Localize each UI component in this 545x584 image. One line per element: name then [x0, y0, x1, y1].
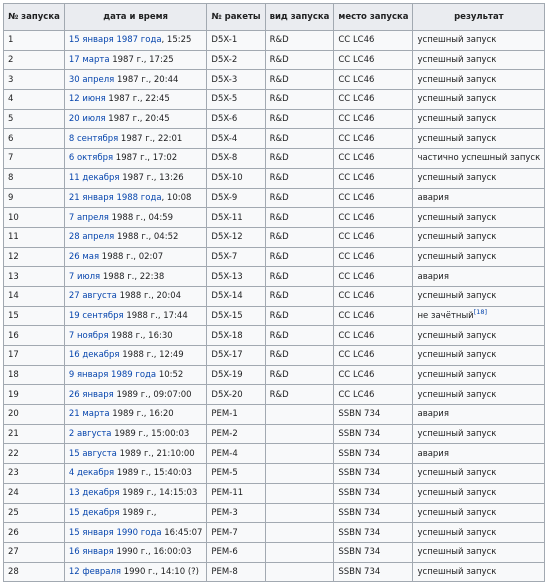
- header-launch-type[interactable]: вид запуска: [265, 4, 334, 31]
- launch-number-cell: 14: [4, 286, 65, 306]
- result-cell: [413, 424, 545, 444]
- launch-number-cell: 8: [4, 168, 65, 188]
- date-cell: [64, 562, 207, 582]
- table-row: [4, 346, 545, 366]
- launch-site-cell: CC LC46: [334, 70, 413, 90]
- date-link[interactable]: 26 января: [68, 389, 114, 400]
- launch-type-cell: R&D: [265, 129, 334, 149]
- date-cell: [64, 168, 207, 188]
- date-cell: [64, 247, 207, 267]
- date-cell: [64, 31, 207, 51]
- rocket-number-cell: D5X-15: [207, 306, 265, 326]
- date-link[interactable]: 30 апреля: [68, 74, 115, 85]
- date-cell: [64, 188, 207, 208]
- launch-site-cell: SSBN 734: [334, 483, 413, 503]
- date-time-text: 1988 г., 02:07: [99, 251, 164, 262]
- result-cell: [413, 267, 545, 287]
- launch-type-cell: R&D: [265, 208, 334, 228]
- launch-table: [3, 3, 545, 582]
- date-time-text: 1987 г., 22:01: [118, 133, 183, 144]
- table-row: [4, 208, 545, 228]
- result-cell: [413, 129, 545, 149]
- date-time-text: 1988 г., 04:59: [108, 212, 173, 223]
- table-row: [4, 168, 545, 188]
- launch-type-cell: R&D: [265, 346, 334, 366]
- date-time-text: 1988 г., 17:44: [123, 310, 188, 321]
- result-cell: [413, 562, 545, 582]
- launch-type-cell: [265, 444, 334, 464]
- date-link[interactable]: 7 июля: [68, 271, 101, 282]
- result-cell: [413, 542, 545, 562]
- result-cell: [413, 483, 545, 503]
- date-time-text: 10:52: [156, 370, 184, 381]
- launch-number-cell: 4: [4, 90, 65, 110]
- date-cell: [64, 424, 207, 444]
- header-date-time[interactable]: дата и время: [64, 4, 207, 31]
- launch-number-cell: 13: [4, 267, 65, 287]
- launch-site-cell: CC LC46: [334, 326, 413, 346]
- launch-number-cell: 19: [4, 385, 65, 405]
- result-cell: [413, 385, 545, 405]
- result-text: успешный запуск: [417, 232, 497, 243]
- table-body: [4, 31, 545, 582]
- result-text: не зачётный: [417, 310, 474, 321]
- table-row: [4, 365, 545, 385]
- rocket-number-cell: D5X-3: [207, 70, 265, 90]
- date-link[interactable]: 16 декабря: [68, 350, 120, 361]
- launch-number-cell: 16: [4, 326, 65, 346]
- date-time-text: 1987 г., 22:45: [105, 94, 170, 105]
- table-row: [4, 188, 545, 208]
- date-link[interactable]: 12 февраля: [68, 566, 122, 577]
- rocket-number-cell: D5X-14: [207, 286, 265, 306]
- date-link[interactable]: 15 августа: [68, 448, 117, 459]
- result-cell: [413, 523, 545, 543]
- table-row: [4, 149, 545, 169]
- launch-type-cell: R&D: [265, 70, 334, 90]
- table-row: [4, 227, 545, 247]
- date-time-text: 1990 г., 14:10 (?): [121, 566, 199, 577]
- date-cell: [64, 306, 207, 326]
- launch-site-cell: SSBN 734: [334, 424, 413, 444]
- launch-number-cell: 28: [4, 562, 65, 582]
- rocket-number-cell: D5X-12: [207, 227, 265, 247]
- launch-site-cell: CC LC46: [334, 385, 413, 405]
- result-cell: [413, 109, 545, 129]
- result-cell: [413, 31, 545, 51]
- result-cell: [413, 405, 545, 425]
- launch-site-cell: CC LC46: [334, 208, 413, 228]
- header-launch-number[interactable]: № запуска: [4, 4, 65, 31]
- date-time-text: 1989 г.,: [119, 507, 157, 518]
- launch-type-cell: [265, 542, 334, 562]
- date-cell: [64, 523, 207, 543]
- launch-site-cell: CC LC46: [334, 346, 413, 366]
- table-row: [4, 444, 545, 464]
- rocket-number-cell: D5X-6: [207, 109, 265, 129]
- table-row: [4, 562, 545, 582]
- date-link[interactable]: 9 января 1989 года: [68, 370, 157, 381]
- launch-number-cell: 12: [4, 247, 65, 267]
- date-link[interactable]: 21 марта: [68, 409, 110, 420]
- result-cell: [413, 365, 545, 385]
- launch-site-cell: CC LC46: [334, 227, 413, 247]
- launch-type-cell: R&D: [265, 31, 334, 51]
- table-row: [4, 424, 545, 444]
- date-link[interactable]: 7 ноября: [68, 330, 109, 341]
- result-text: успешный запуск: [417, 94, 497, 105]
- rocket-number-cell: PEM-4: [207, 444, 265, 464]
- table-row: [4, 129, 545, 149]
- date-link[interactable]: 19 сентября: [68, 310, 124, 321]
- result-text: успешный запуск: [417, 173, 497, 184]
- rocket-number-cell: PEM-1: [207, 405, 265, 425]
- rocket-number-cell: PEM-2: [207, 424, 265, 444]
- launch-site-cell: CC LC46: [334, 90, 413, 110]
- date-time-text: 1989 г., 15:40:03: [114, 468, 192, 479]
- launch-site-cell: CC LC46: [334, 247, 413, 267]
- table-row: [4, 523, 545, 543]
- header-result[interactable]: результат: [413, 4, 545, 31]
- rocket-number-cell: D5X-1: [207, 31, 265, 51]
- result-text: успешный запуск: [417, 212, 497, 223]
- date-cell: [64, 503, 207, 523]
- rocket-number-cell: D5X-7: [207, 247, 265, 267]
- launch-number-cell: 24: [4, 483, 65, 503]
- launch-number-cell: 20: [4, 405, 65, 425]
- rocket-number-cell: D5X-19: [207, 365, 265, 385]
- result-text: успешный запуск: [417, 527, 497, 538]
- result-text: успешный запуск: [417, 547, 497, 558]
- date-time-text: 1989 г., 14:15:03: [119, 488, 198, 499]
- date-time-text: 1989 г., 15:00:03: [111, 429, 190, 440]
- table-row: [4, 267, 545, 287]
- launch-type-cell: R&D: [265, 365, 334, 385]
- result-text: успешный запуск: [417, 133, 497, 144]
- result-text: успешный запуск: [417, 55, 497, 66]
- launch-site-cell: SSBN 734: [334, 542, 413, 562]
- launch-number-cell: 26: [4, 523, 65, 543]
- date-link[interactable]: 13 декабря: [68, 488, 120, 499]
- rocket-number-cell: D5X-18: [207, 326, 265, 346]
- date-link[interactable]: 11 декабря: [68, 173, 120, 184]
- result-cell: [413, 286, 545, 306]
- date-cell: [64, 444, 207, 464]
- header-rocket-number[interactable]: № ракеты: [207, 4, 265, 31]
- launch-type-cell: R&D: [265, 267, 334, 287]
- date-time-text: 1989 г., 21:10:00: [116, 448, 195, 459]
- date-time-text: , 15:25: [161, 35, 192, 46]
- table-row: [4, 31, 545, 51]
- launch-type-cell: [265, 405, 334, 425]
- date-link[interactable]: 21 января 1988 года: [68, 192, 162, 203]
- launch-site-cell: SSBN 734: [334, 464, 413, 484]
- table-row: [4, 50, 545, 70]
- rocket-number-cell: D5X-13: [207, 267, 265, 287]
- launch-type-cell: [265, 483, 334, 503]
- result-text: частично успешный запуск: [417, 153, 541, 164]
- result-text: успешный запуск: [417, 35, 497, 46]
- result-cell: [413, 188, 545, 208]
- launch-number-cell: 22: [4, 444, 65, 464]
- launch-type-cell: R&D: [265, 50, 334, 70]
- table-row: [4, 542, 545, 562]
- launch-number-cell: 15: [4, 306, 65, 326]
- result-text: успешный запуск: [417, 507, 497, 518]
- result-text: успешный запуск: [417, 468, 497, 479]
- result-text: успешный запуск: [417, 350, 497, 361]
- launch-type-cell: R&D: [265, 168, 334, 188]
- launch-number-cell: 3: [4, 70, 65, 90]
- launch-site-cell: CC LC46: [334, 129, 413, 149]
- result-text: успешный запуск: [417, 114, 497, 125]
- date-time-text: 1989 г., 09:07:00: [113, 389, 192, 400]
- launch-site-cell: SSBN 734: [334, 562, 413, 582]
- date-cell: [64, 129, 207, 149]
- date-link[interactable]: 17 марта: [68, 55, 110, 66]
- date-cell: [64, 483, 207, 503]
- date-cell: [64, 70, 207, 90]
- rocket-number-cell: PEM-11: [207, 483, 265, 503]
- rocket-number-cell: D5X-2: [207, 50, 265, 70]
- result-cell: [413, 168, 545, 188]
- date-time-text: 16:45:07: [161, 527, 203, 538]
- table-row: [4, 70, 545, 90]
- table-row: [4, 109, 545, 129]
- result-text: успешный запуск: [417, 330, 497, 341]
- date-cell: [64, 405, 207, 425]
- reference-link[interactable]: [18]: [473, 308, 488, 317]
- launch-number-cell: 21: [4, 424, 65, 444]
- result-cell: [413, 50, 545, 70]
- launch-site-cell: SSBN 734: [334, 405, 413, 425]
- result-text: успешный запуск: [417, 370, 497, 381]
- date-time-text: 1989 г., 16:20: [109, 409, 174, 420]
- launch-type-cell: [265, 503, 334, 523]
- date-time-text: 1988 г., 20:04: [116, 291, 182, 302]
- result-cell: [413, 90, 545, 110]
- rocket-number-cell: D5X-10: [207, 168, 265, 188]
- rocket-number-cell: D5X-20: [207, 385, 265, 405]
- date-link[interactable]: 12 июня: [68, 94, 106, 105]
- rocket-number-cell: PEM-8: [207, 562, 265, 582]
- date-cell: [64, 50, 207, 70]
- result-text: авария: [417, 271, 449, 282]
- result-text: авария: [417, 409, 449, 420]
- result-text: авария: [417, 192, 449, 203]
- launch-number-cell: 10: [4, 208, 65, 228]
- date-cell: [64, 90, 207, 110]
- date-cell: [64, 149, 207, 169]
- rocket-number-cell: D5X-8: [207, 149, 265, 169]
- launch-site-cell: SSBN 734: [334, 523, 413, 543]
- result-cell: [413, 346, 545, 366]
- result-text: успешный запуск: [417, 488, 497, 499]
- date-time-text: 1988 г., 22:38: [100, 271, 165, 282]
- result-cell: [413, 306, 545, 326]
- date-cell: [64, 542, 207, 562]
- result-cell: [413, 208, 545, 228]
- launch-number-cell: 18: [4, 365, 65, 385]
- result-text: успешный запуск: [417, 291, 497, 302]
- header-launch-site[interactable]: место запуска: [334, 4, 413, 31]
- rocket-number-cell: D5X-17: [207, 346, 265, 366]
- date-cell: [64, 267, 207, 287]
- launch-type-cell: R&D: [265, 149, 334, 169]
- table-row: [4, 483, 545, 503]
- table-row: [4, 286, 545, 306]
- date-link[interactable]: 4 декабря: [68, 468, 115, 479]
- date-time-text: 1987 г., 17:25: [109, 55, 174, 66]
- result-cell: [413, 503, 545, 523]
- launch-type-cell: [265, 562, 334, 582]
- launch-type-cell: [265, 523, 334, 543]
- launch-number-cell: 5: [4, 109, 65, 129]
- launch-number-cell: 27: [4, 542, 65, 562]
- launch-type-cell: R&D: [265, 306, 334, 326]
- header-row: [4, 4, 545, 31]
- launch-number-cell: 23: [4, 464, 65, 484]
- result-cell: [413, 464, 545, 484]
- launch-number-cell: 1: [4, 31, 65, 51]
- table-header: [4, 4, 545, 31]
- launch-type-cell: R&D: [265, 385, 334, 405]
- result-cell: [413, 227, 545, 247]
- table-row: [4, 247, 545, 267]
- date-time-text: 1990 г., 16:00:03: [113, 547, 192, 558]
- table-row: [4, 90, 545, 110]
- launch-type-cell: R&D: [265, 109, 334, 129]
- date-cell: [64, 365, 207, 385]
- date-cell: [64, 286, 207, 306]
- result-cell: [413, 444, 545, 464]
- launch-site-cell: CC LC46: [334, 306, 413, 326]
- launch-site-cell: SSBN 734: [334, 444, 413, 464]
- table-row: [4, 503, 545, 523]
- result-cell: [413, 149, 545, 169]
- rocket-number-cell: D5X-5: [207, 90, 265, 110]
- launch-type-cell: [265, 424, 334, 444]
- date-time-text: 1988 г., 12:49: [119, 350, 184, 361]
- result-cell: [413, 247, 545, 267]
- launch-type-cell: [265, 464, 334, 484]
- date-cell: [64, 326, 207, 346]
- table-row: [4, 464, 545, 484]
- launch-site-cell: CC LC46: [334, 149, 413, 169]
- date-link[interactable]: 2 августа: [68, 429, 112, 440]
- rocket-number-cell: D5X-4: [207, 129, 265, 149]
- rocket-number-cell: PEM-7: [207, 523, 265, 543]
- rocket-number-cell: PEM-6: [207, 542, 265, 562]
- rocket-number-cell: D5X-11: [207, 208, 265, 228]
- launch-site-cell: CC LC46: [334, 50, 413, 70]
- date-time-text: 1988 г., 16:30: [108, 330, 173, 341]
- date-time-text: 1988 г., 04:52: [114, 232, 179, 243]
- date-cell: [64, 464, 207, 484]
- table-row: [4, 306, 545, 326]
- date-link[interactable]: 15 января 1987 года: [68, 35, 162, 46]
- date-link[interactable]: 15 января 1990 года: [68, 527, 162, 538]
- launch-site-cell: CC LC46: [334, 267, 413, 287]
- launch-type-cell: R&D: [265, 90, 334, 110]
- date-link[interactable]: 16 января: [68, 547, 114, 558]
- launch-type-cell: R&D: [265, 286, 334, 306]
- launch-site-cell: SSBN 734: [334, 503, 413, 523]
- launch-site-cell: CC LC46: [334, 109, 413, 129]
- rocket-number-cell: PEM-5: [207, 464, 265, 484]
- launch-number-cell: 7: [4, 149, 65, 169]
- date-link[interactable]: 7 апреля: [68, 212, 109, 223]
- launch-number-cell: 11: [4, 227, 65, 247]
- date-link[interactable]: 15 декабря: [68, 507, 120, 518]
- result-text: успешный запуск: [417, 251, 497, 262]
- date-link[interactable]: 8 сентября: [68, 133, 119, 144]
- launch-type-cell: R&D: [265, 326, 334, 346]
- date-cell: [64, 385, 207, 405]
- date-time-text: , 10:08: [161, 192, 192, 203]
- launch-site-cell: CC LC46: [334, 286, 413, 306]
- launch-site-cell: CC LC46: [334, 168, 413, 188]
- date-link[interactable]: 27 августа: [68, 291, 117, 302]
- result-cell: [413, 326, 545, 346]
- table-row: [4, 326, 545, 346]
- date-time-text: 1987 г., 17:02: [113, 153, 178, 164]
- result-cell: [413, 70, 545, 90]
- launch-site-cell: CC LC46: [334, 31, 413, 51]
- launch-site-cell: CC LC46: [334, 365, 413, 385]
- launch-number-cell: 25: [4, 503, 65, 523]
- result-text: успешный запуск: [417, 429, 497, 440]
- date-link[interactable]: 28 апреля: [68, 232, 115, 243]
- result-text: успешный запуск: [417, 566, 497, 577]
- date-cell: [64, 227, 207, 247]
- launch-number-cell: 6: [4, 129, 65, 149]
- date-time-text: 1987 г., 20:44: [114, 74, 179, 85]
- launch-type-cell: R&D: [265, 188, 334, 208]
- result-text: успешный запуск: [417, 74, 497, 85]
- date-link[interactable]: 26 мая: [68, 251, 100, 262]
- launch-type-cell: R&D: [265, 227, 334, 247]
- rocket-number-cell: D5X-9: [207, 188, 265, 208]
- date-link[interactable]: 20 июля: [68, 114, 106, 125]
- table-row: [4, 385, 545, 405]
- result-text: авария: [417, 448, 449, 459]
- launch-number-cell: 2: [4, 50, 65, 70]
- date-link[interactable]: 6 октября: [68, 153, 114, 164]
- launch-type-cell: R&D: [265, 247, 334, 267]
- date-time-text: 1987 г., 20:45: [105, 114, 170, 125]
- date-cell: [64, 109, 207, 129]
- date-cell: [64, 346, 207, 366]
- result-text: успешный запуск: [417, 389, 497, 400]
- launch-number-cell: 17: [4, 346, 65, 366]
- rocket-number-cell: PEM-3: [207, 503, 265, 523]
- date-time-text: 1987 г., 13:26: [119, 173, 184, 184]
- launch-site-cell: CC LC46: [334, 188, 413, 208]
- table-row: [4, 405, 545, 425]
- date-cell: [64, 208, 207, 228]
- launch-number-cell: 9: [4, 188, 65, 208]
